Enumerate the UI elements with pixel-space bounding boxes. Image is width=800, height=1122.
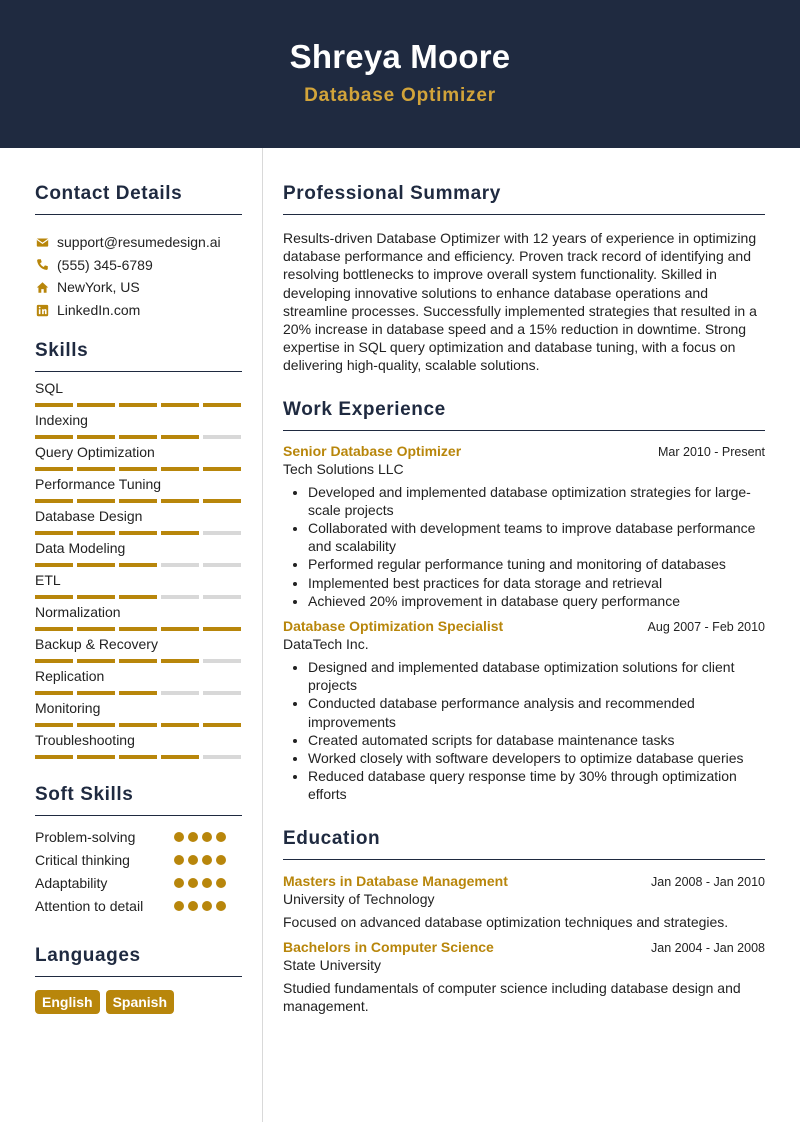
skill-level-segment: [161, 659, 199, 663]
rating-dot: [174, 832, 184, 842]
soft-skill-rating: [174, 901, 226, 911]
skill-name: Normalization: [35, 604, 121, 621]
contact-item: [35, 231, 242, 254]
skill-level-segment: [119, 467, 157, 471]
education-date: Jan 2004 - Jan 2008: [651, 940, 765, 955]
language-badge: English: [35, 990, 100, 1014]
education-date: Jan 2008 - Jan 2010: [651, 874, 765, 889]
soft-skill-name: Problem-solving: [35, 828, 136, 845]
skill-level-bar: [35, 531, 242, 535]
resume-header: [0, 0, 800, 148]
linkedin-icon: [35, 303, 49, 317]
job-bullets: [283, 658, 765, 804]
skill-level-segment: [35, 403, 73, 407]
skill-level-segment: [203, 755, 241, 759]
skill-item: [35, 380, 242, 407]
left-column: [35, 148, 242, 1014]
education-section: [283, 828, 765, 1016]
rating-dot: [188, 901, 198, 911]
envelope-icon: [35, 235, 49, 249]
skill-level-segment: [203, 403, 241, 407]
skills-heading: Skills: [35, 340, 242, 372]
education-entry: [283, 939, 765, 1015]
skill-level-segment: [77, 659, 115, 663]
education-heading: Education: [283, 828, 765, 860]
skill-name: Data Modeling: [35, 540, 126, 557]
skill-level-segment: [77, 563, 115, 567]
skill-level-segment: [77, 435, 115, 439]
education-header: [283, 939, 765, 955]
rating-dot: [202, 855, 212, 865]
skill-level-segment: [119, 499, 157, 503]
contact-text: NewYork, US: [57, 279, 140, 296]
contact-text: (555) 345-6789: [57, 256, 153, 273]
job-date: Aug 2007 - Feb 2010: [647, 620, 765, 635]
soft-skill-item: [35, 871, 242, 894]
skill-level-segment: [161, 755, 199, 759]
skill-level-segment: [161, 595, 199, 599]
skill-level-bar: [35, 595, 242, 599]
job-entry: [283, 443, 765, 610]
job-bullet: • Performed regular performance tuning and monitoring of databases: [308, 555, 765, 573]
soft-skill-rating: [174, 855, 226, 865]
skill-level-segment: [35, 755, 73, 759]
job-title: Senior Database Optimizer: [283, 442, 462, 459]
rating-dot: [216, 832, 226, 842]
contact-text: LinkedIn.com: [57, 302, 141, 319]
skill-level-segment: [203, 691, 241, 695]
skill-level-segment: [161, 691, 199, 695]
skill-level-segment: [35, 723, 73, 727]
contact-text: support@resumedesign.ai: [57, 234, 221, 251]
home-icon: [35, 280, 49, 294]
skill-level-segment: [203, 531, 241, 535]
school-name: State University: [283, 956, 382, 973]
contact-item: [35, 299, 242, 322]
contact-section: [35, 183, 242, 321]
skill-name: Replication: [35, 668, 105, 685]
skill-level-bar: [35, 563, 242, 567]
summary-text: Results-driven Database Optimizer with 12 years of experience in optimizing database performance and efficiency. Proven track record of identifying and resolving bottlenecks to improve overall system functionality. Skilled in developing innovative solutions to enhance database operations and streamline processes. Successfully implemented strategies that resulted in a 20% increase in database speed and a 15% reduction in downtime. Strong expertise in SQL query optimization and database tuning, with a focus on delivering high-quality, scalable solutions.: [283, 230, 757, 374]
skill-name: Database Design: [35, 508, 143, 525]
skill-level-segment: [35, 531, 73, 535]
skill-item: [35, 540, 242, 567]
skill-level-segment: [119, 755, 157, 759]
contact-list: [35, 231, 242, 321]
skill-level-segment: [161, 563, 199, 567]
education-entry: [283, 873, 765, 931]
skill-level-segment: [203, 435, 241, 439]
skill-level-bar: [35, 403, 242, 407]
company-name: Tech Solutions LLC: [283, 460, 404, 477]
skill-level-segment: [161, 627, 199, 631]
skill-item: [35, 444, 242, 471]
rating-dot: [174, 855, 184, 865]
skill-level-segment: [161, 531, 199, 535]
skill-name: Performance Tuning: [35, 476, 162, 493]
skill-level-segment: [203, 563, 241, 567]
skill-item: [35, 508, 242, 535]
skill-level-segment: [77, 755, 115, 759]
skill-name: Backup & Recovery: [35, 636, 158, 653]
education-description: Studied fundamentals of computer science including database design and management.: [283, 979, 741, 1015]
skill-name: Indexing: [35, 412, 88, 429]
skill-level-segment: [77, 467, 115, 471]
job-header: [283, 443, 765, 459]
degree-title: Masters in Database Management: [283, 872, 508, 889]
rating-dot: [188, 832, 198, 842]
right-column: [283, 148, 765, 1015]
skill-level-segment: [35, 499, 73, 503]
skill-level-segment: [119, 723, 157, 727]
soft-skill-item: [35, 894, 242, 917]
rating-dot: [174, 901, 184, 911]
language-badge: Spanish: [106, 990, 174, 1014]
skill-level-segment: [119, 403, 157, 407]
job-bullet: • Designed and implemented database optimization solutions for client projects: [308, 658, 765, 694]
skill-level-bar: [35, 499, 242, 503]
job-bullet: • Collaborated with development teams to improve database performance and scalability: [308, 519, 765, 555]
job-bullet: • Created automated scripts for database maintenance tasks: [308, 731, 765, 749]
rating-dot: [216, 855, 226, 865]
skill-item: [35, 412, 242, 439]
column-divider: [262, 148, 263, 1122]
skill-item: [35, 700, 242, 727]
skill-level-segment: [77, 723, 115, 727]
skill-item: [35, 476, 242, 503]
skill-level-bar: [35, 723, 242, 727]
skill-level-segment: [203, 467, 241, 471]
job-header: [283, 618, 765, 634]
summary-heading: Professional Summary: [283, 183, 765, 215]
rating-dot: [202, 832, 212, 842]
skill-level-segment: [77, 531, 115, 535]
skill-level-segment: [35, 563, 73, 567]
skill-level-segment: [119, 595, 157, 599]
skill-item: [35, 732, 242, 759]
skill-level-bar: [35, 467, 242, 471]
soft-skill-rating: [174, 878, 226, 888]
education-header: [283, 873, 765, 889]
skill-level-segment: [161, 467, 199, 471]
job-bullets: [283, 483, 765, 610]
rating-dot: [202, 901, 212, 911]
skill-level-segment: [77, 403, 115, 407]
soft-skill-name: Critical thinking: [35, 851, 130, 868]
summary-section: [283, 183, 765, 375]
degree-title: Bachelors in Computer Science: [283, 938, 494, 955]
job-bullet: • Developed and implemented database optimization strategies for large-scale projects: [308, 483, 765, 519]
skills-list: [35, 380, 242, 759]
skill-level-segment: [119, 531, 157, 535]
skill-level-segment: [203, 659, 241, 663]
education-description: Focused on advanced database optimization techniques and strategies.: [283, 913, 729, 930]
job-bullet: • Conducted database performance analysis and recommended improvements: [308, 694, 765, 730]
experience-section: [283, 399, 765, 804]
skill-level-segment: [77, 499, 115, 503]
company-name: DataTech Inc.: [283, 636, 369, 653]
skill-level-segment: [35, 467, 73, 471]
phone-icon: [35, 258, 49, 272]
skill-level-segment: [35, 435, 73, 439]
skill-name: Troubleshooting: [35, 732, 135, 749]
skill-level-segment: [119, 659, 157, 663]
skill-level-bar: [35, 659, 242, 663]
soft-skill-item: [35, 825, 242, 848]
skill-level-bar: [35, 755, 242, 759]
school-name: University of Technology: [283, 890, 435, 907]
skill-name: Query Optimization: [35, 444, 155, 461]
experience-heading: Work Experience: [283, 399, 765, 431]
skill-item: [35, 572, 242, 599]
skill-name: ETL: [35, 572, 61, 589]
skill-name: Monitoring: [35, 700, 101, 717]
skill-level-segment: [77, 691, 115, 695]
soft-skills-heading: Soft Skills: [35, 784, 242, 816]
skill-level-segment: [119, 563, 157, 567]
job-title: Database Optimization Specialist: [283, 618, 504, 635]
rating-dot: [188, 855, 198, 865]
rating-dot: [216, 901, 226, 911]
skill-level-segment: [161, 403, 199, 407]
job-entry: [283, 618, 765, 804]
languages-section: [35, 945, 242, 1014]
contact-heading: Contact Details: [35, 183, 242, 215]
candidate-title: Database Optimizer: [304, 85, 496, 106]
skill-level-segment: [35, 627, 73, 631]
skill-level-segment: [161, 499, 199, 503]
soft-skill-name: Attention to detail: [35, 897, 144, 914]
skill-level-bar: [35, 435, 242, 439]
soft-skill-name: Adaptability: [35, 874, 108, 891]
job-bullet: • Implemented best practices for data storage and retrieval: [308, 574, 765, 592]
languages-list: [35, 990, 242, 1014]
rating-dot: [202, 878, 212, 888]
skill-level-segment: [161, 723, 199, 727]
job-list: [283, 443, 765, 804]
skills-section: [35, 340, 242, 759]
skill-level-segment: [203, 723, 241, 727]
skill-level-segment: [203, 627, 241, 631]
job-bullet: • Reduced database query response time by 30% through optimization efforts: [308, 767, 765, 803]
skill-level-bar: [35, 627, 242, 631]
skill-level-segment: [35, 595, 73, 599]
skill-level-segment: [203, 595, 241, 599]
job-date: Mar 2010 - Present: [658, 444, 765, 459]
soft-skills-list: [35, 825, 242, 917]
rating-dot: [188, 878, 198, 888]
rating-dot: [174, 878, 184, 888]
contact-item: [35, 276, 242, 299]
skill-item: [35, 668, 242, 695]
candidate-name: Shreya Moore: [289, 38, 511, 75]
soft-skills-section: [35, 784, 242, 917]
skill-level-bar: [35, 691, 242, 695]
job-bullet: • Achieved 20% improvement in database query performance: [308, 592, 765, 610]
education-list: [283, 873, 765, 1016]
job-bullet: • Worked closely with software developers to optimize database queries: [308, 749, 765, 767]
skill-name: SQL: [35, 380, 64, 397]
skill-level-segment: [119, 691, 157, 695]
skill-level-segment: [35, 691, 73, 695]
rating-dot: [216, 878, 226, 888]
skill-level-segment: [119, 435, 157, 439]
skill-level-segment: [77, 595, 115, 599]
contact-item: [35, 254, 242, 277]
soft-skill-rating: [174, 832, 226, 842]
skill-level-segment: [203, 499, 241, 503]
soft-skill-item: [35, 848, 242, 871]
languages-heading: Languages: [35, 945, 242, 977]
skill-item: [35, 636, 242, 663]
skill-level-segment: [161, 435, 199, 439]
skill-item: [35, 604, 242, 631]
skill-level-segment: [119, 627, 157, 631]
skill-level-segment: [77, 627, 115, 631]
skill-level-segment: [35, 659, 73, 663]
